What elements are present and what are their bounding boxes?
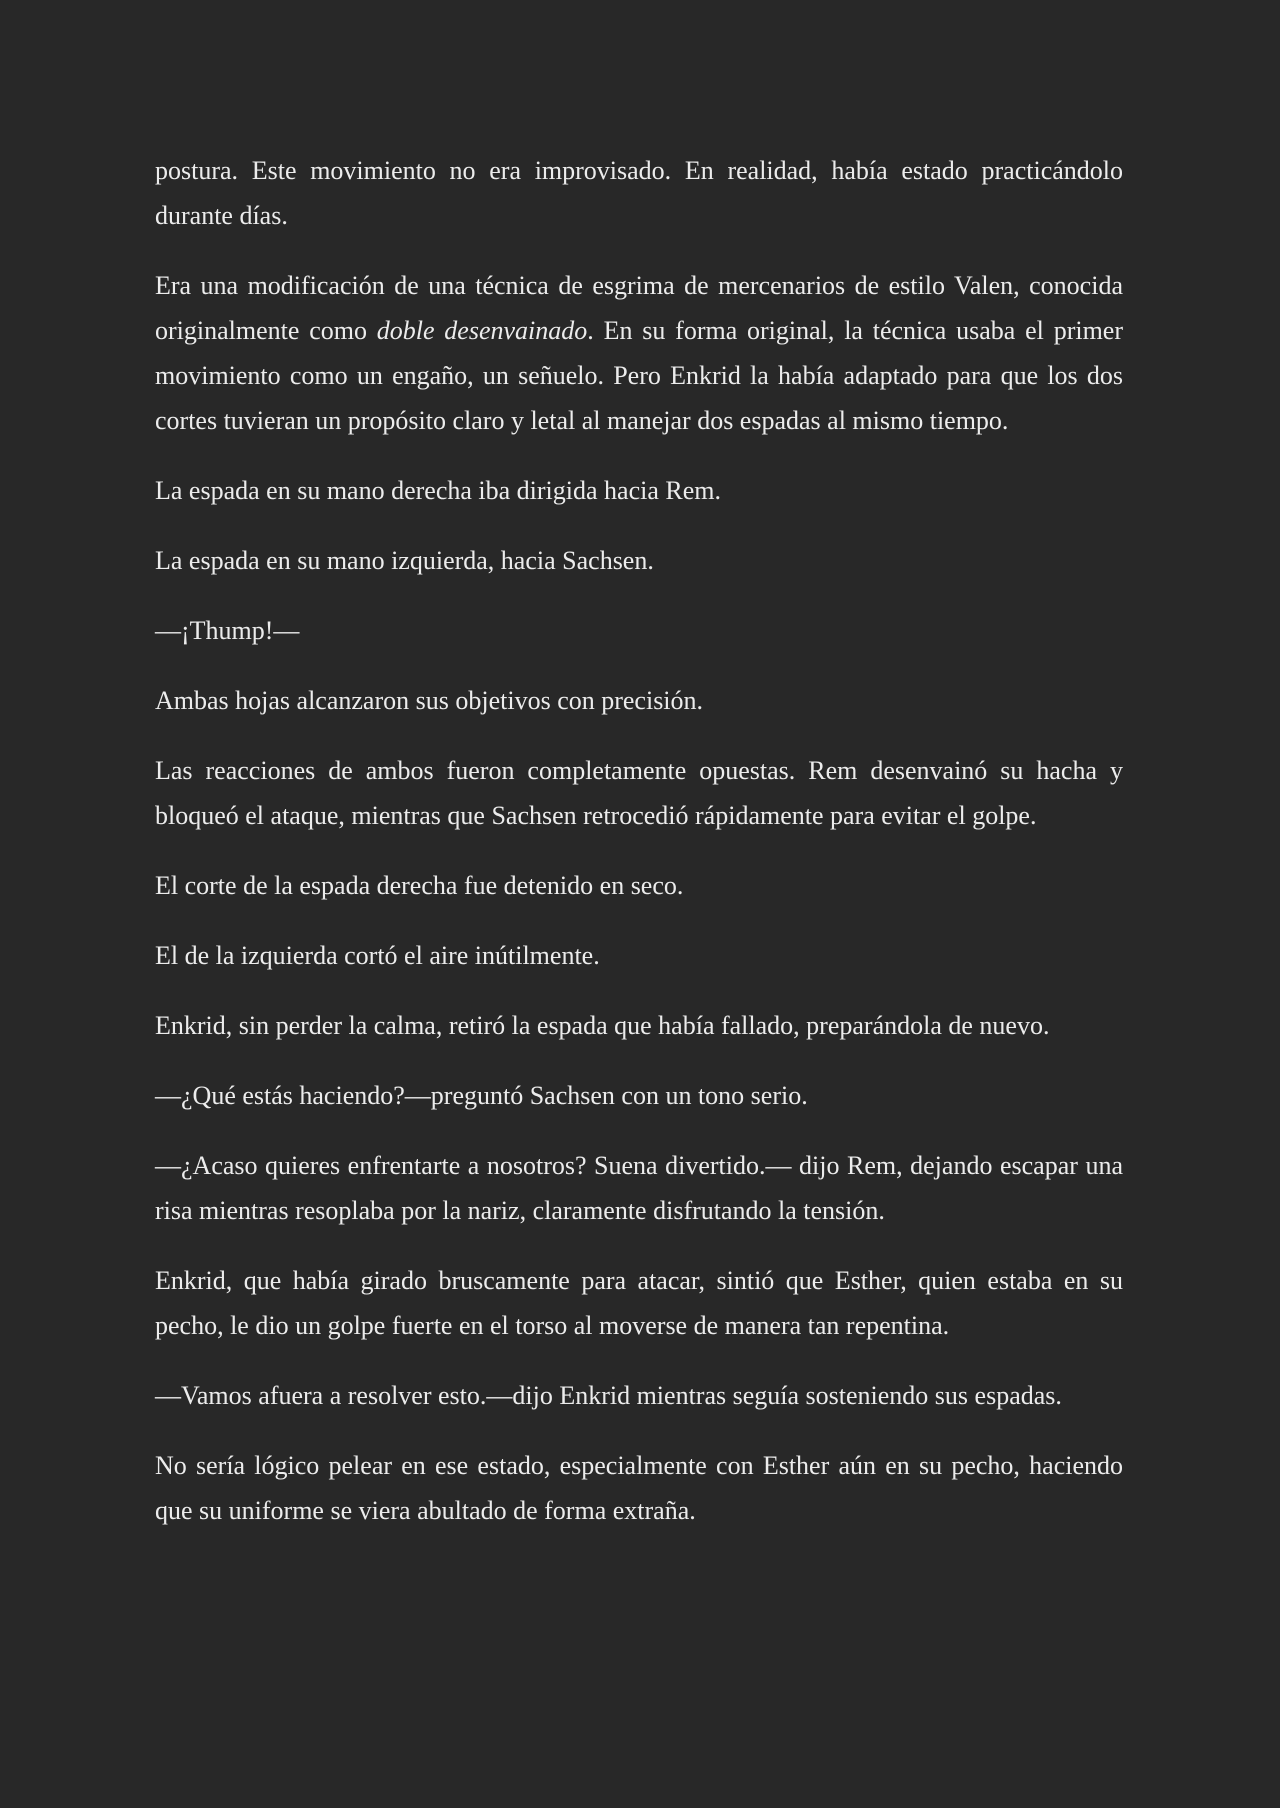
chapter-text bbox=[155, 148, 1123, 1558]
paragraph: Las reacciones de ambos fueron completamente opuestas. Rem desenvainó su hacha y bloqueó el ataque, mientras que Sachsen retrocedió rápidamente para evitar el golpe. bbox=[155, 756, 1123, 830]
paragraph-text: . En su forma original, la técnica usaba el primer movimiento como un engaño, un señuelo. Pero Enkrid la había adaptado para que los dos cortes tuvieran un propósito claro y letal al manejar dos espadas al mismo tiempo. bbox=[155, 316, 1123, 435]
paragraph: La espada en su mano izquierda, hacia Sachsen. bbox=[155, 546, 654, 575]
technique-name-emphasis: doble desenvainado bbox=[376, 316, 588, 345]
paragraph: postura. Este movimiento no era improvisado. En realidad, había estado practicándolo durante días. bbox=[155, 156, 1123, 230]
paragraph: —Vamos afuera a resolver esto.—dijo Enkrid mientras seguía sosteniendo sus espadas. bbox=[155, 1381, 1062, 1410]
paragraph: El corte de la espada derecha fue detenido en seco. bbox=[155, 871, 684, 900]
paragraph: Ambas hojas alcanzaron sus objetivos con precisión. bbox=[155, 686, 704, 715]
paragraph: No sería lógico pelear en ese estado, especialmente con Esther aún en su pecho, haciendo que su uniforme se viera abultado de forma extraña. bbox=[155, 1451, 1123, 1525]
paragraph-text: Era una modificación de una técnica de esgrima de mercenarios de estilo Valen, conocida originalmente como bbox=[155, 271, 1123, 345]
paragraph: Enkrid, que había girado bruscamente para atacar, sintió que Esther, quien estaba en su pecho, le dio un golpe fuerte en el torso al moverse de manera tan repentina. bbox=[155, 1266, 1123, 1340]
paragraph: —¿Qué estás haciendo?—preguntó Sachsen con un tono serio. bbox=[155, 1081, 808, 1110]
paragraph: —¡Thump!— bbox=[155, 616, 300, 645]
paragraph: Enkrid, sin perder la calma, retiró la espada que había fallado, preparándola de nuevo. bbox=[155, 1011, 1050, 1040]
paragraph: —¿Acaso quieres enfrentarte a nosotros? Suena divertido.— dijo Rem, dejando escapar una risa mientras resoplaba por la nariz, claramente disfrutando la tensión. bbox=[155, 1151, 1123, 1225]
paragraph: El de la izquierda cortó el aire inútilmente. bbox=[155, 941, 600, 970]
paragraph: La espada en su mano derecha iba dirigida hacia Rem. bbox=[155, 476, 721, 505]
paragraph bbox=[155, 263, 1123, 443]
